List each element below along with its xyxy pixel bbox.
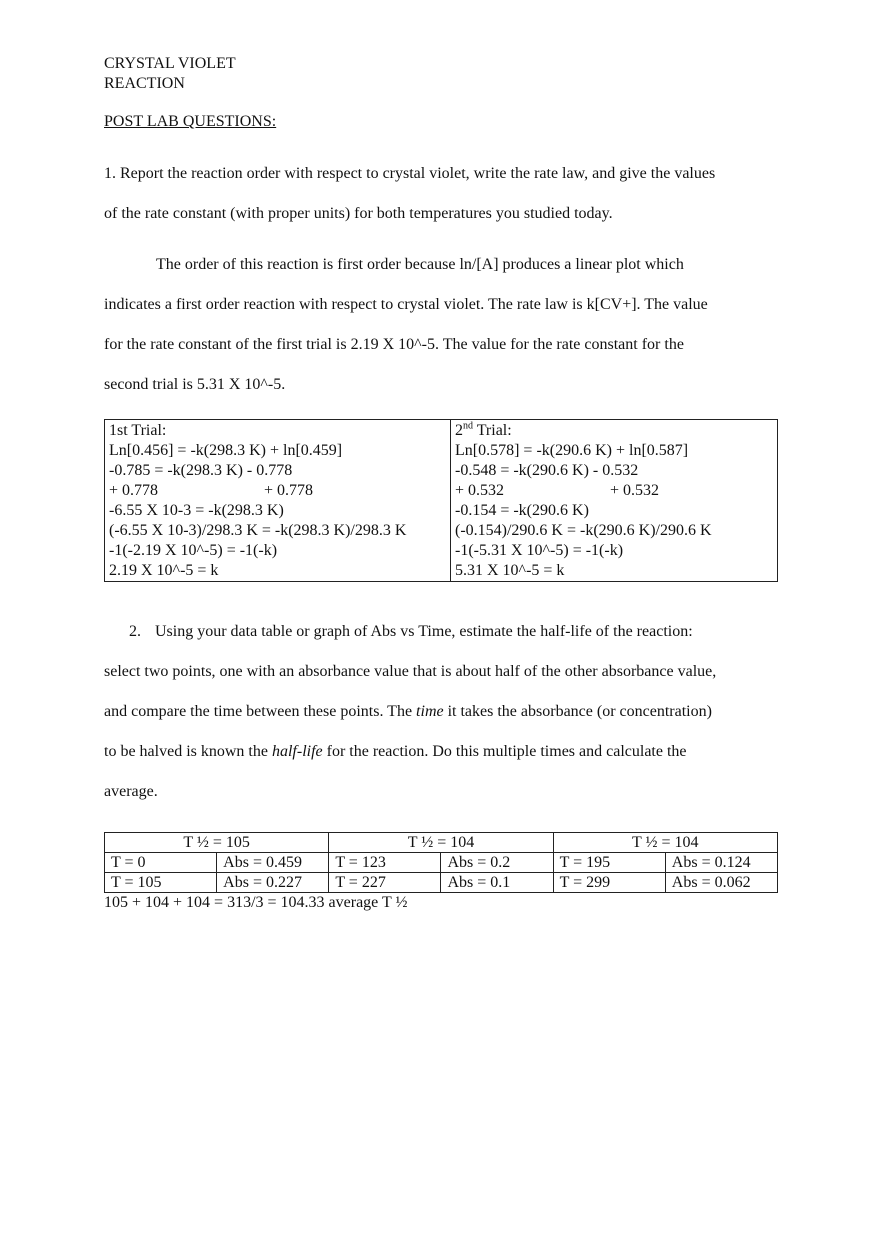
trial-2-heading: 2nd Trial: [455, 420, 512, 439]
table-cell: T = 227 [329, 873, 441, 893]
average-half-life: 105 + 104 + 104 = 313/3 = 104.33 average T ½ [104, 894, 408, 911]
table-cell: Abs = 0.124 [665, 853, 777, 873]
table-cell: Abs = 0.2 [441, 853, 553, 873]
table-cell: T = 123 [329, 853, 441, 873]
half-life-header-cell: T ½ = 105 [105, 833, 329, 853]
half-life-header-cell: T ½ = 104 [553, 833, 777, 853]
answer-1-line: for the rate constant of the first trial is 2.19 X 10^-5. The value for the rate constant for the [104, 336, 684, 353]
answer-1-line: second trial is 5.31 X 10^-5. [104, 376, 286, 393]
trial-2-step-add [455, 481, 773, 501]
half-life-table [104, 832, 778, 893]
table-row [105, 873, 778, 893]
trial-1-step: Ln[0.456] = -k(298.3 K) + ln[0.459] [109, 442, 343, 459]
table-cell: T = 195 [553, 853, 665, 873]
question-2-line: to be halved is known the half-life for the reaction. Do this multiple times and calculate the [104, 743, 687, 760]
half-life-header-row [105, 833, 778, 853]
table-row [105, 853, 778, 873]
answer-1-line: indicates a first order reaction with respect to crystal violet. The rate law is k[CV+]. The value [104, 296, 708, 313]
doc-title-line-1: CRYSTAL VIOLET [104, 55, 236, 72]
trial-2-step: -0.548 = -k(290.6 K) - 0.532 [455, 462, 639, 479]
question-1 [104, 154, 778, 234]
trial-1-add-right: + 0.778 [264, 482, 314, 499]
question-1-line: of the rate constant (with proper units) for both temperatures you studied today. [104, 205, 613, 222]
question-1-line: 1. Report the reaction order with respect to crystal violet, write the rate law, and give the values [104, 165, 716, 182]
trial-1-result: 2.19 X 10^-5 = k [109, 562, 219, 579]
trial-2-step: Ln[0.578] = -k(290.6 K) + ln[0.587] [455, 442, 689, 459]
table-cell: Abs = 0.062 [665, 873, 777, 893]
trial-1-add-left: + 0.778 [109, 482, 159, 499]
table-cell: Abs = 0.1 [441, 873, 553, 893]
trial-2-add-right: + 0.532 [610, 482, 660, 499]
half-life-header-cell: T ½ = 104 [329, 833, 553, 853]
doc-title-line-2: REACTION [104, 75, 185, 92]
trial-1-step: (-6.55 X 10-3)/298.3 K = -k(298.3 K)/298.3 K [109, 522, 407, 539]
question-2-line: and compare the time between these points. The time it takes the absorbance (or concentration) [104, 703, 712, 720]
answer-1 [104, 245, 778, 405]
trial-1-heading: 1st Trial: [109, 422, 167, 439]
trial-2-cell [451, 420, 778, 582]
trial-2-add-left: + 0.532 [455, 482, 505, 499]
trial-2-step: -0.154 = -k(290.6 K) [455, 502, 589, 519]
question-2-line: average. [104, 783, 158, 800]
trial-1-cell [105, 420, 451, 582]
trial-2-step: (-0.154)/290.6 K = -k(290.6 K)/290.6 K [455, 522, 712, 539]
table-cell: Abs = 0.459 [217, 853, 329, 873]
question-2-line: 2. Using your data table or graph of Abs vs Time, estimate the half-life of the reaction: [104, 612, 778, 652]
trial-2-result: 5.31 X 10^-5 = k [455, 562, 565, 579]
trial-1-step-add [109, 481, 446, 501]
question-2 [104, 612, 778, 812]
trial-2-step: -1(-5.31 X 10^-5) = -1(-k) [455, 542, 624, 559]
trial-1-step: -6.55 X 10-3 = -k(298.3 K) [109, 502, 284, 519]
table-cell: T = 0 [105, 853, 217, 873]
question-2-line: select two points, one with an absorbance value that is about half of the other absorbance value, [104, 663, 717, 680]
answer-1-line: The order of this reaction is first order because ln/[A] produces a linear plot which [156, 256, 684, 273]
document-page [104, 54, 778, 913]
trial-1-step: -0.785 = -k(298.3 K) - 0.778 [109, 462, 293, 479]
table-cell: T = 299 [553, 873, 665, 893]
rate-constant-work-table [104, 419, 778, 582]
trial-1-step: -1(-2.19 X 10^-5) = -1(-k) [109, 542, 278, 559]
question-2-number: 2. [129, 623, 141, 640]
table-cell: T = 105 [105, 873, 217, 893]
table-cell: Abs = 0.227 [217, 873, 329, 893]
section-heading: POST LAB QUESTIONS: [104, 113, 277, 130]
